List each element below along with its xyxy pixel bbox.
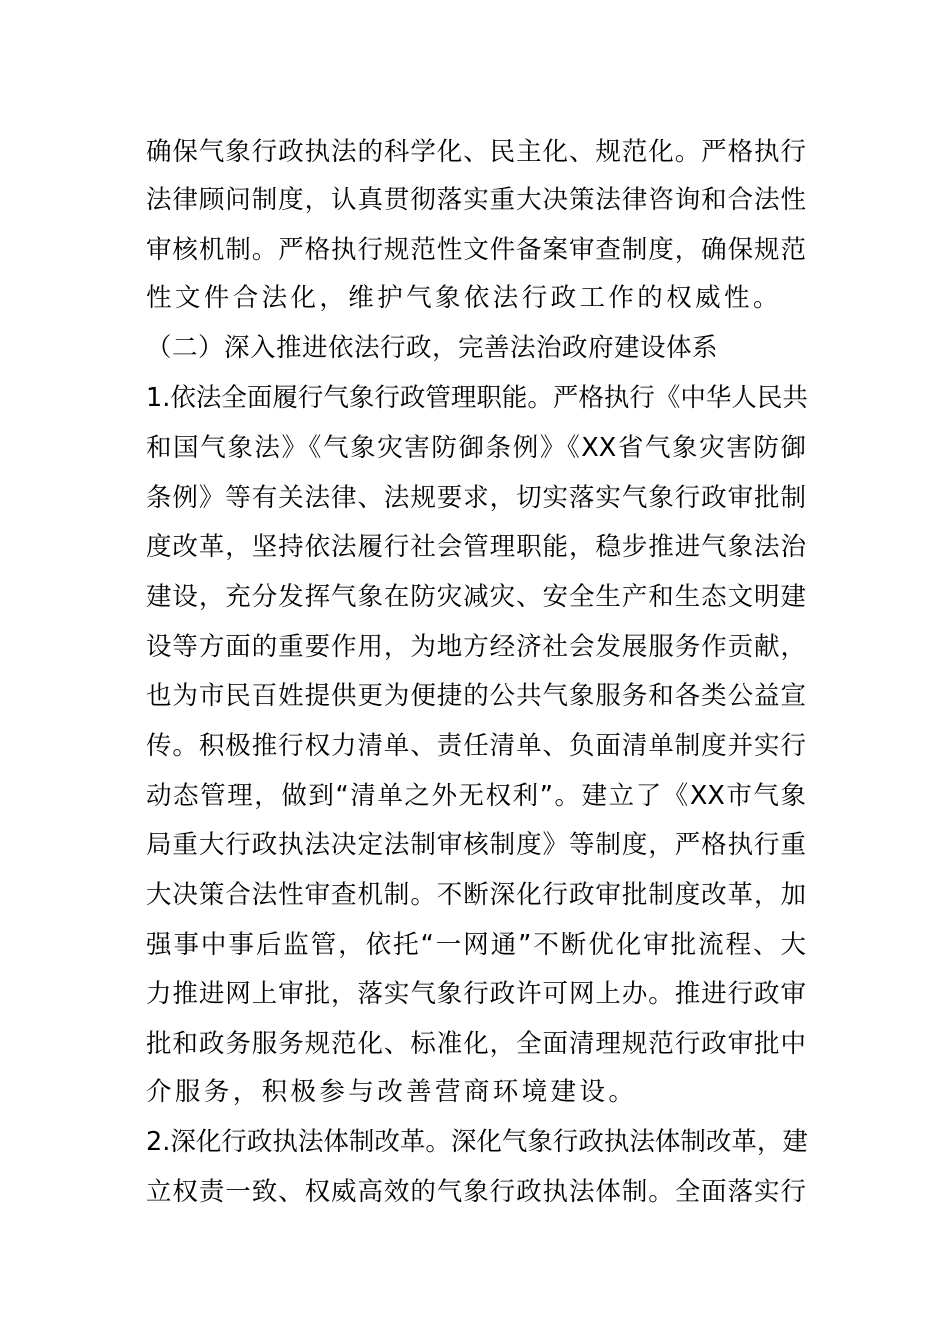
- text-line: 传。积极推行权力清单、责任清单、负面清单制度并实行: [146, 731, 806, 761]
- text-line: 立权责一致、权威高效的气象行政执法体制。全面落实行: [146, 1177, 806, 1207]
- text-line: 条例》等有关法律、法规要求，切实落实气象行政审批制: [146, 483, 806, 513]
- text-line: 也为市民百姓提供更为便捷的公共气象服务和各类公益宣: [146, 681, 806, 711]
- text-line: 1.依法全面履行气象行政管理职能。严格执行《中华人民共: [146, 383, 808, 413]
- text-line: 审核机制。严格执行规范性文件备案审查制度，确保规范: [146, 235, 806, 265]
- text-line: 大决策合法性审查机制。不断深化行政审批制度改革，加: [146, 880, 806, 910]
- text-line: 性文件合法化，维护气象依法行政工作的权威性。: [146, 283, 782, 313]
- section-heading: （二）深入推进依法行政，完善法治政府建设体系: [146, 333, 719, 363]
- text-line: 建设，充分发挥气象在防灾减灾、安全生产和生态文明建: [146, 582, 806, 612]
- text-line: 和国气象法》《气象灾害防御条例》《XX省气象灾害防御: [146, 433, 806, 463]
- text-line: 力推进网上审批，落实气象行政许可网上办。推进行政审: [146, 979, 806, 1009]
- text-line: 动态管理，做到“清单之外无权利”。建立了《XX市气象: [146, 781, 806, 811]
- text-line: 强事中事后监管，依托“一网通”不断优化审批流程、大: [146, 930, 806, 960]
- text-line: 度改革，坚持依法履行社会管理职能，稳步推进气象法治: [146, 532, 806, 562]
- text-line: 局重大行政执法决定法制审核制度》等制度，严格执行重: [146, 830, 806, 860]
- text-line: 介服务，积极参与改善营商环境建设。: [146, 1077, 638, 1107]
- text-line: 批和政务服务规范化、标准化，全面清理规范行政审批中: [146, 1029, 806, 1059]
- text-line: 确保气象行政执法的科学化、民主化、规范化。严格执行: [146, 137, 806, 167]
- text-line: 2.深化行政执法体制改革。深化气象行政执法体制改革，建: [146, 1127, 808, 1157]
- text-line: 设等方面的重要作用，为地方经济社会发展服务作贡献，: [146, 632, 806, 662]
- text-line: 法律顾问制度，认真贯彻落实重大决策法律咨询和合法性: [146, 185, 806, 215]
